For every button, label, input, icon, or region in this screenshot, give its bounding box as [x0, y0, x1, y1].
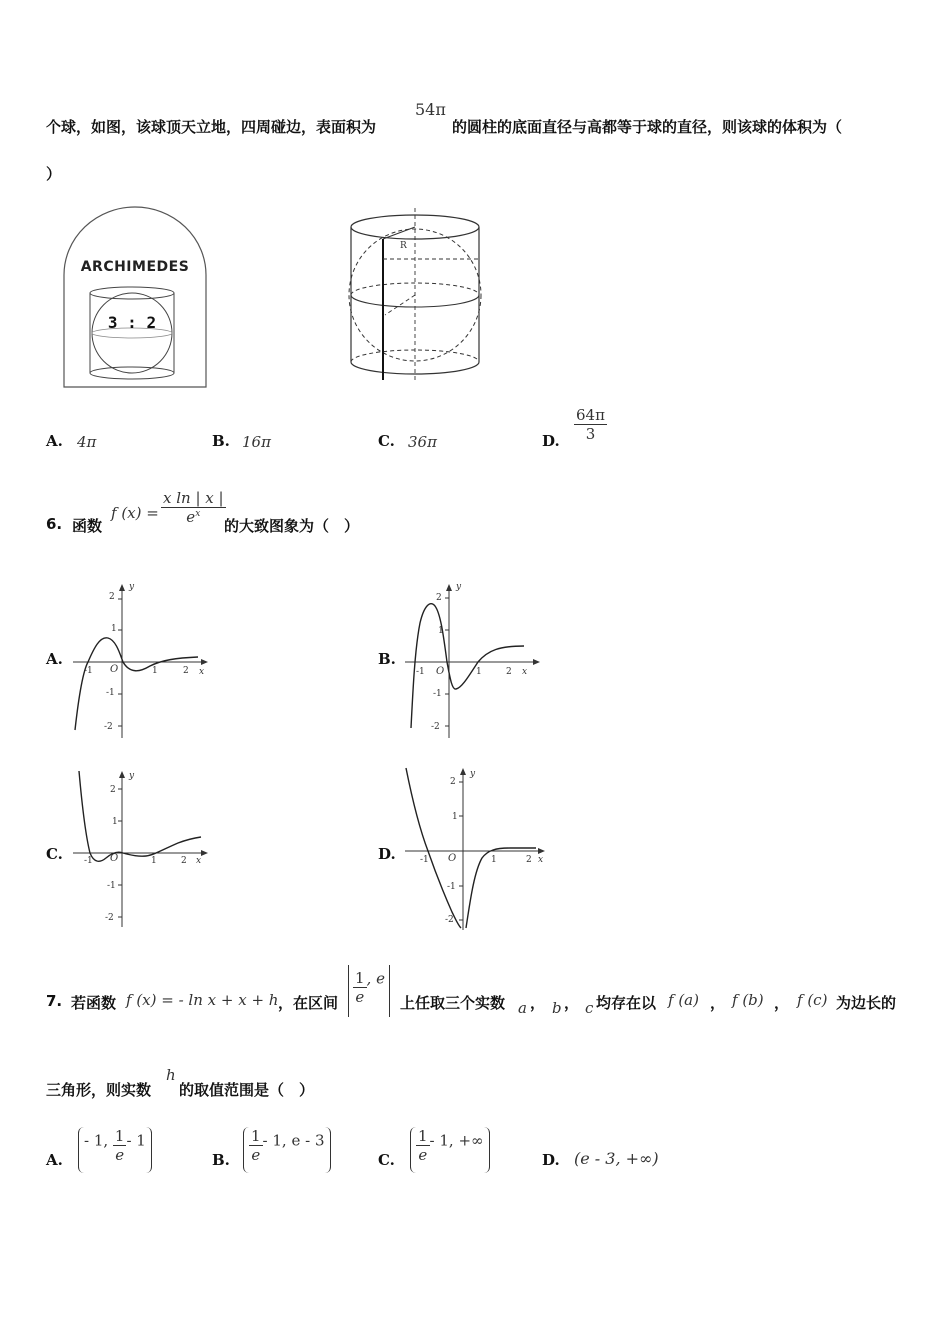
x-tick-label: -1	[416, 667, 425, 677]
q7-fb: f (b)	[732, 991, 764, 1009]
y-tick-label: 1	[112, 817, 118, 827]
q6-prefix: 函数	[72, 517, 103, 535]
q6-suffix: 的大致图象为（ ）	[224, 517, 360, 535]
y-tick-label: 2	[450, 777, 456, 787]
q7-func: f (x) = - ln x + x + h	[126, 991, 279, 1009]
q7-sep-1: ，	[530, 994, 546, 1012]
q5-option-a-letter: A.	[46, 432, 63, 450]
q7-option-c-den: e	[418, 1146, 428, 1164]
q7-fa: f (a)	[668, 991, 699, 1009]
y-tick-label: 1	[111, 624, 117, 634]
q7-end: 为边长的	[836, 994, 897, 1012]
y-tick-label: 2	[109, 592, 115, 602]
q6-func-num: x ln | x |	[163, 489, 224, 507]
q7-option-c-value	[410, 1127, 490, 1173]
x-tick-label: 1	[476, 667, 482, 677]
q7-interval-num: 1	[355, 969, 365, 987]
origin-label: O	[448, 853, 457, 864]
y-tick-label: -1	[447, 882, 456, 892]
q7-sep-3: ，	[710, 994, 726, 1012]
q7-var-h: h	[166, 1066, 176, 1084]
q7-option-a-num: 1	[114, 1127, 125, 1145]
q7-option-d-letter: D.	[542, 1151, 560, 1169]
y-tick-label: -1	[106, 688, 115, 698]
x-axis-label: x	[199, 667, 205, 677]
q7-fc: f (c)	[797, 991, 828, 1009]
q7-interval	[348, 965, 390, 1017]
x-tick-label: -1	[420, 855, 429, 865]
x-tick-label: 1	[152, 666, 158, 676]
y-tick-label: -2	[105, 913, 114, 923]
q7-option-b-post: - 1, e - 3	[262, 1131, 325, 1150]
q6-graph-d-curve-left	[406, 768, 461, 928]
q6-func-lhs: f (x) =	[111, 504, 159, 522]
q6-graph-a-curve	[75, 638, 198, 730]
q7-option-c-post: - 1, +∞	[429, 1131, 484, 1150]
q5-option-d-letter: D.	[542, 432, 560, 450]
x-axis-label: x	[522, 667, 528, 677]
q7-var-c: c	[585, 999, 594, 1017]
q6-graph-a	[68, 578, 213, 743]
q7-interval-text: ，在区间	[278, 994, 339, 1012]
q6-graph-b-letter: B.	[378, 650, 396, 668]
x-tick-label: 2	[506, 667, 512, 677]
q6-graph-b	[400, 578, 545, 743]
y-axis-label: y	[470, 769, 476, 779]
cylinder-sphere-figure	[345, 205, 485, 385]
origin-label: O	[436, 666, 445, 677]
q7-number: 7.	[46, 992, 63, 1010]
x-tick-label: 1	[491, 855, 497, 865]
q7-option-a-value	[78, 1127, 152, 1173]
q7-option-a-post: - 1	[126, 1131, 146, 1150]
x-tick-label: 1	[151, 856, 157, 866]
y-axis-label: y	[129, 582, 135, 592]
q6-graph-a-letter: A.	[46, 650, 63, 668]
q5-surface-area: 54π	[415, 100, 446, 119]
y-tick-label: 1	[452, 812, 458, 822]
q5-option-d-num: 64π	[576, 406, 605, 424]
q7-option-b-num: 1	[251, 1127, 261, 1145]
q5-option-c-letter: C.	[378, 432, 395, 450]
x-axis-label: x	[196, 856, 202, 866]
q7-interval-den: e	[355, 988, 365, 1006]
y-tick-label: -2	[431, 722, 440, 732]
q7-var-a: a	[518, 999, 527, 1017]
q6-graph-d	[400, 762, 550, 932]
q7-line2-a: 三角形，则实数	[46, 1081, 152, 1099]
q7-option-a-letter: A.	[46, 1151, 63, 1169]
x-tick-label: -1	[84, 666, 93, 676]
q6-graph-c-letter: C.	[46, 845, 63, 863]
q6-graph-d-letter: D.	[378, 845, 396, 863]
x-tick-label: -1	[84, 856, 93, 866]
q7-option-d-value: (e - 3, +∞)	[574, 1149, 659, 1168]
q5-line1-a: 个球，如图，该球顶天立地，四周碰边，表面积为	[46, 118, 377, 136]
q7-option-c-letter: C.	[378, 1151, 395, 1169]
x-axis-label: x	[538, 855, 544, 865]
q7-interval-right: , e	[366, 969, 385, 988]
y-tick-label: -1	[433, 689, 442, 699]
q5-option-d-den: 3	[585, 425, 596, 443]
origin-label: O	[110, 664, 119, 675]
q5-option-c-value: 36π	[408, 433, 437, 451]
q7-sep-2: ，	[564, 994, 580, 1012]
y-tick-label: 2	[436, 593, 442, 603]
q7-option-a-den: e	[115, 1146, 125, 1164]
origin-label: O	[110, 853, 119, 864]
y-axis-label: y	[129, 771, 135, 781]
q5-option-b-value: 16π	[242, 433, 271, 451]
q7-prefix: 若函数	[71, 994, 117, 1012]
q5-option-d-fraction	[574, 406, 607, 443]
x-tick-label: 2	[183, 666, 189, 676]
q6-graph-c	[68, 765, 213, 930]
q5-option-b-letter: B.	[212, 432, 230, 450]
q6-func-den: e	[186, 508, 196, 526]
x-tick-label: 2	[526, 855, 532, 865]
radius-label: R	[400, 241, 407, 251]
q6-func-fraction	[161, 489, 226, 526]
q6-graph-c-curve	[79, 771, 201, 861]
q7-middle: 上任取三个实数	[400, 994, 506, 1012]
q5-line2: ）	[46, 165, 62, 183]
y-axis-label: y	[456, 582, 462, 592]
y-tick-label: -2	[104, 722, 113, 732]
q7-option-c-num: 1	[418, 1127, 428, 1145]
q7-sep-4: ，	[774, 994, 790, 1012]
q5-line1-b: 的圆柱的底面直径与高都等于球的直径，则该球的体积为（	[452, 118, 843, 136]
archimedes-title: ARCHIMEDES	[80, 259, 190, 275]
q7-option-a-pre: - 1,	[84, 1131, 113, 1150]
q7-option-b-letter: B.	[212, 1151, 230, 1169]
q7-option-b-den: e	[251, 1146, 261, 1164]
y-tick-label: -1	[107, 881, 116, 891]
archimedes-tombstone-figure	[60, 205, 210, 390]
q7-cond: 均存在以	[596, 994, 657, 1012]
q6-graph-b-curve	[411, 604, 524, 728]
y-tick-label: 2	[110, 785, 116, 795]
q6-number: 6.	[46, 515, 63, 533]
q6-func-den-sup: x	[195, 509, 201, 519]
q7-line2-b: 的取值范围是（ ）	[179, 1081, 315, 1099]
y-tick-label: -2	[445, 915, 454, 925]
x-tick-label: 2	[181, 856, 187, 866]
y-tick-label: 1	[438, 626, 444, 636]
archimedes-ratio: 3 : 2	[107, 313, 157, 332]
q5-option-a-value: 4π	[77, 433, 97, 451]
q7-var-b: b	[552, 999, 562, 1017]
q7-option-b-value	[243, 1127, 331, 1173]
